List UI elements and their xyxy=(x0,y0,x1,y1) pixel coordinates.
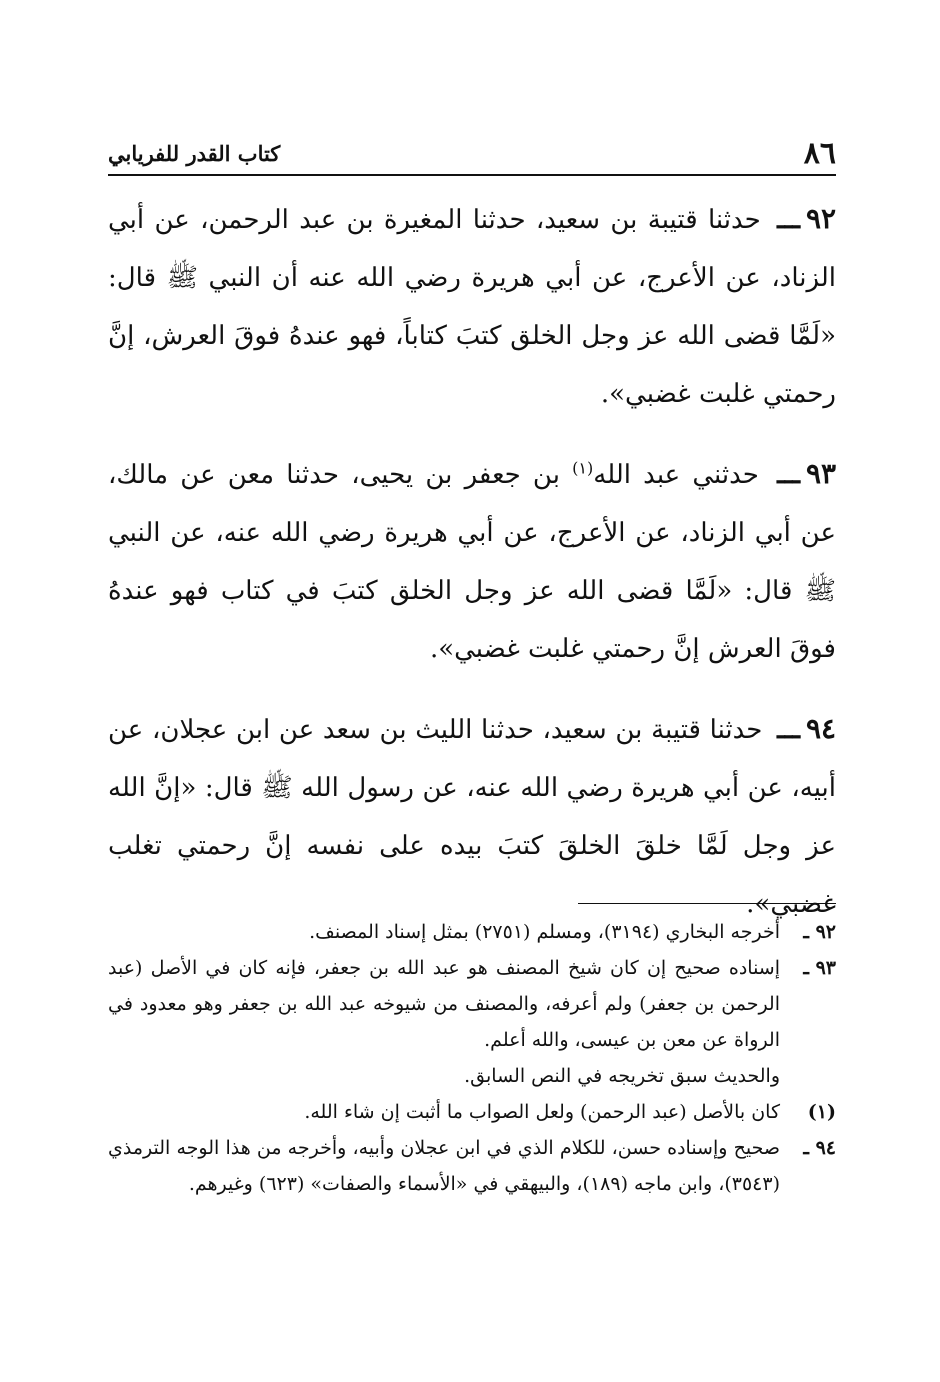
footnote-93 xyxy=(108,950,836,1058)
footnote-label: ٩٣ ـ xyxy=(803,957,836,979)
running-title: كتاب القدر للفريابي xyxy=(108,141,281,166)
footnote-text: كان بالأصل (عبد الرحمن) ولعل الصواب ما أثبت إن شاء الله. xyxy=(304,1101,780,1123)
footnote-label: (١) xyxy=(807,1101,836,1123)
footnote-separator xyxy=(578,903,836,904)
footnote-reference[interactable]: (١) xyxy=(572,458,594,478)
main-text xyxy=(108,190,836,955)
hadith-94 xyxy=(108,700,836,933)
page-number: ٨٦ xyxy=(803,136,836,171)
footnote-text: أخرجه البخاري (٣١٩٤)، ومسلم (٢٧٥١) بمثل إسناد المصنف. xyxy=(309,921,780,943)
footnote-94 xyxy=(108,1130,836,1202)
footnote-label: ٩٢ ـ xyxy=(803,921,836,943)
hadith-number: ٩٣ xyxy=(805,457,837,490)
footnote-text: إسناده صحيح إن كان شيخ المصنف هو عبد الله بن جعفر، فإنه كان في الأصل (عبد الرحمن بن جعفر) ولم أعرفه، والمصنف من شيوخه عبد الله بن جعفر وهو معدود في الرواة عن معن بن عيسى، والله أعلم. xyxy=(108,957,780,1051)
footnote-text: صحيح وإسناده حسن، للكلام الذي في ابن عجلان وأبيه، وأخرجه من هذا الوجه الترمذي (٣٥٤٣)، وابن ماجه (١٨٩)، والبيهقي في «الأسماء والصفات» (٦٢٣) وغيرهم. xyxy=(108,1137,780,1195)
hadith-number: ٩٤ xyxy=(805,712,837,745)
hadith-text: حدثنا قتيبة بن سعيد، حدثنا الليث بن سعد عن ابن عجلان، عن أبيه، عن أبي هريرة رضي الله عنه، عن رسول الله ﷺ قال: «إنَّ الله عز وجل لَمَّا خلقَ الخلقَ كتبَ بيده على نفسه إنَّ رحمتي تغلب غضبي». xyxy=(108,715,836,919)
hadith-text: حدثنا قتيبة بن سعيد، حدثنا المغيرة بن عبد الرحمن، عن أبي الزناد، عن الأعرج، عن أبي هريرة رضي الله عنه أن النبي ﷺ قال: «لَمَّا قضى الله عز وجل الخلق كتبَ كتاباً، فهو عندهُ فوقَ العرش، إنَّ رحمتي غلبت غضبي». xyxy=(108,205,836,409)
hadith-93 xyxy=(108,445,836,678)
hadith-number: ٩٢ xyxy=(805,202,837,235)
hadith-dash: ـــ xyxy=(777,205,800,235)
hadith-dash: ـــ xyxy=(777,715,800,745)
hadith-dash: ـــ xyxy=(777,460,800,490)
hadith-92 xyxy=(108,190,836,423)
footnotes xyxy=(108,914,836,1202)
footnote-1 xyxy=(108,1094,836,1130)
running-header xyxy=(108,134,836,176)
footnote-label: ٩٤ ـ xyxy=(803,1137,836,1159)
hadith-text-part2: بن جعفر بن يحيى، حدثنا معن عن مالك، عن أبي الزناد، عن الأعرج، عن أبي هريرة رضي الله عنه، عن النبي ﷺ قال: «لَمَّا قضى الله عز وجل الخلق كتبَ في كتاب فهو عندهُ فوقَ العرش إنَّ رحمتي غلبت غضبي». xyxy=(108,460,836,664)
footnote-92 xyxy=(108,914,836,950)
hadith-text-part1: حدثني عبد الله xyxy=(593,460,759,490)
footnote-93-continuation: والحديث سبق تخريجه في النص السابق. xyxy=(464,1065,780,1087)
